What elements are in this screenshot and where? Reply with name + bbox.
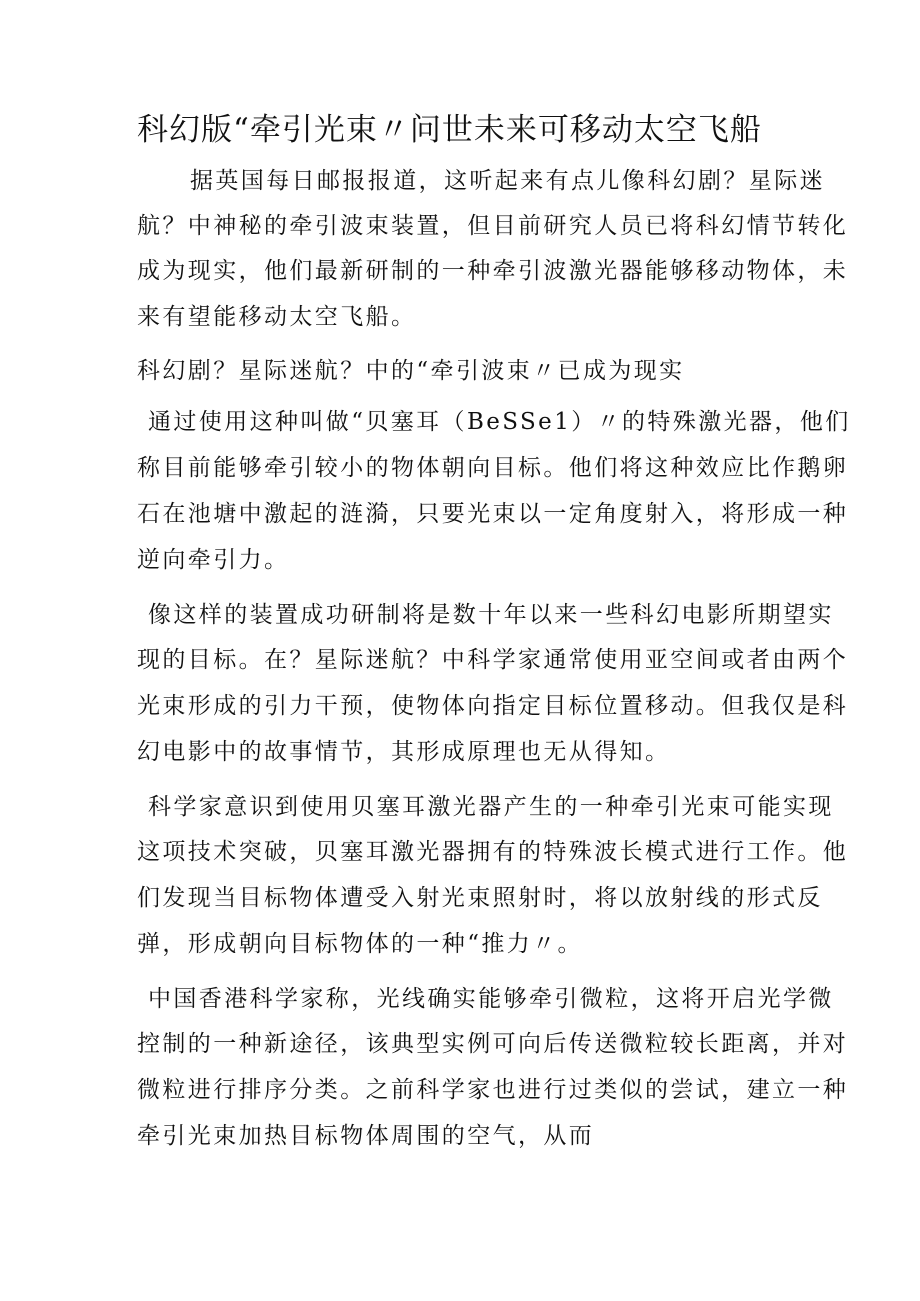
text-line: 幻电影中的故事情节，其形成原理也无从得知。 bbox=[137, 739, 671, 765]
text-line: 微粒进行排序分类。之前科学家也进行过类似的尝试，建立一种 bbox=[137, 1077, 849, 1103]
text-line: 们发现当目标物体遭受入射光束照射时，将以放射线的形式反 bbox=[137, 885, 823, 911]
document-title: 科幻版“牵引光束〃问世未来可移动太空飞船 bbox=[137, 112, 762, 148]
text-line: 牵引光束加热目标物体周围的空气，从而 bbox=[137, 1123, 595, 1149]
text-line: 像这样的装置成功研制将是数十年以来一些科幻电影所期望实 bbox=[148, 602, 834, 628]
section-heading: 科幻剧？星际迷航？中的“牵引波束〃已成为现实 bbox=[137, 358, 685, 384]
text-line: 科学家意识到使用贝塞耳激光器产生的一种牵引光束可能实现 bbox=[148, 794, 834, 820]
text-line: 弹，形成朝向目标物体的一种“推力〃。 bbox=[137, 931, 583, 957]
text-line: 逆向牵引力。 bbox=[137, 547, 290, 573]
text-line: 现的目标。在？星际迷航？中科学家通常使用亚空间或者由两个 bbox=[137, 647, 849, 673]
text-line: 成为现实，他们最新研制的一种牵引波激光器能够移动物体，未 bbox=[137, 258, 849, 284]
text-line: 来有望能移动太空飞船。 bbox=[137, 304, 417, 330]
text-line: 控制的一种新途径，该典型实例可向后传送微粒较长距离，并对 bbox=[137, 1031, 849, 1057]
text-line: 据英国每日邮报报道，这听起来有点儿像科幻剧？星际迷 bbox=[190, 168, 825, 194]
text-line: 称目前能够牵引较小的物体朝向目标。他们将这种效应比作鹅卵 bbox=[137, 455, 849, 481]
text-line: 通过使用这种叫做“贝塞耳（BeSSe1）〃的特殊激光器，他们 bbox=[148, 409, 851, 435]
text-line: 石在池塘中激起的涟漪，只要光束以一定角度射入，将形成一种 bbox=[137, 501, 849, 527]
text-line: 这项技术突破，贝塞耳激光器拥有的特殊波长模式进行工作。他 bbox=[137, 839, 849, 865]
text-line: 中国香港科学家称，光线确实能够牵引微粒，这将开启光学微 bbox=[148, 986, 834, 1012]
text-line: 光束形成的引力干预，使物体向指定目标位置移动。但我仅是科 bbox=[137, 693, 849, 719]
text-line: 航？中神秘的牵引波束装置，但目前研究人员已将科幻情节转化 bbox=[137, 213, 849, 239]
